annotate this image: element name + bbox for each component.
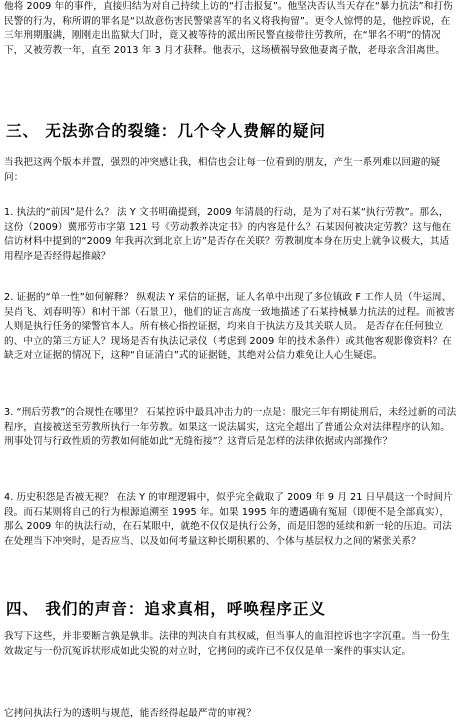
section-heading-four: 四、 我们的声音：追求真相，呼唤程序正义: [6, 599, 326, 618]
paragraph-shi-account: 他将 2009 年的事件，直接归结为对自己持续上访的“打击报复”。他坚决否认当天存在“暴力抗法”和打伤民警的行为，称所谓的罪名是“以故意伤害民警梁喜军的名义将我拘留”。更令人惊愕的是，他控诉说，在三年刑期服满，刚刚走出监狱大门时，竟又被等待的派出所民警直接带往劳教所，在“罪名不明”的情况下，又被劳教一年，直至 2013 年 3 月才获释。他表示，这场横祸导致他妻离子散，老母亲含泪离世。: [4, 1, 453, 56]
question-1: 1. 执法的“前因”是什么？ 法 Y 文书明确提到，2009 年清晨的行动，是为了对石某“执行劳教”。那么，这份（2009）冀邢劳市字第 121 号《劳动教养决定书》的内容是什么？石某因何被决定劳教？这与他在信访材料中提到的“2009 年我再次到北京上访”是否存在关联？劳教制度本身在历史上就争议极大，其适用程序是否经得起推敲？: [4, 207, 452, 262]
paragraph-intro-questions: 当我把这两个版本并置，强烈的冲突感让我，相信也会让每一位看到的朋友，产生一系列难以回避的疑问：: [4, 157, 441, 183]
paragraph-question-transparency: 它拷问执法行为的透明与规范，能否经得起最严苛的审视？: [4, 708, 257, 719]
question-3: 3. “刑后劳教”的合规性在哪里？ 石某控诉中最具冲击力的一点是：服完三年有期徒刑后，未经过新的司法程序，直接被送至劳教所执行一年劳教。如果这一说法属实，这完全超出了普通公众对法律程序的认知。刑事处罚与行政性质的劳教如何能如此“无缝衔接”？这背后是怎样的法律依据或内部操作？: [4, 407, 457, 448]
question-4: 4. 历史积怨是否被无视？ 在法 Y 的审理逻辑中，似乎完全截取了 2009 年 9 月 21 日早晨这一个时间片段。而石某则将自己的行为根源追溯至 1995 年。如果 1995 年的遭遇确有冤屈（即便不是全部真实），那么 2009 年的执法行动，在石某眼中，就绝不仅仅是执行公务，而是旧怨的延续和新一轮的压迫。司法在处理当下冲突时，是否应当、以及如何考量这种长期积累的、个体与基层权力之间的紧张关系？: [4, 492, 453, 547]
section-heading-three: 三、 无法弥合的裂缝：几个令人费解的疑问: [6, 121, 326, 140]
question-2: 2. 证据的“单一性”如何解释？ 纵观法 Y 采信的证据，证人名单中出现了多位镇政 F 工作人员（牛运周、吴肖飞、刘春明等）和村干部（石景卫），他们的证言高度一致地描述了石某持械暴力抗法的过程。而被害人则是执行任务的梁警官本人。所有核心指控证据，均来自于执法方及其关联人员。 是否存在任何独立的、中立的第三方证人？现场是否有执法记录仪（考虑到 2009 年的技术条件）或其他客观影像资料？在缺乏对立证据的情况下，这种“自证清白”式的证据链，其绝对公信力难免让人心生疑虑。: [4, 292, 455, 362]
paragraph-our-voice: 我写下这些，并非要断言孰是孰非。法律的判决自有其权威，但当事人的血泪控诉也字字沉重。当一份生效裁定与一份沉冤诉状形成如此尖锐的对立时，它拷问的或许已不仅仅是单一案件的事实认定。: [4, 631, 450, 657]
